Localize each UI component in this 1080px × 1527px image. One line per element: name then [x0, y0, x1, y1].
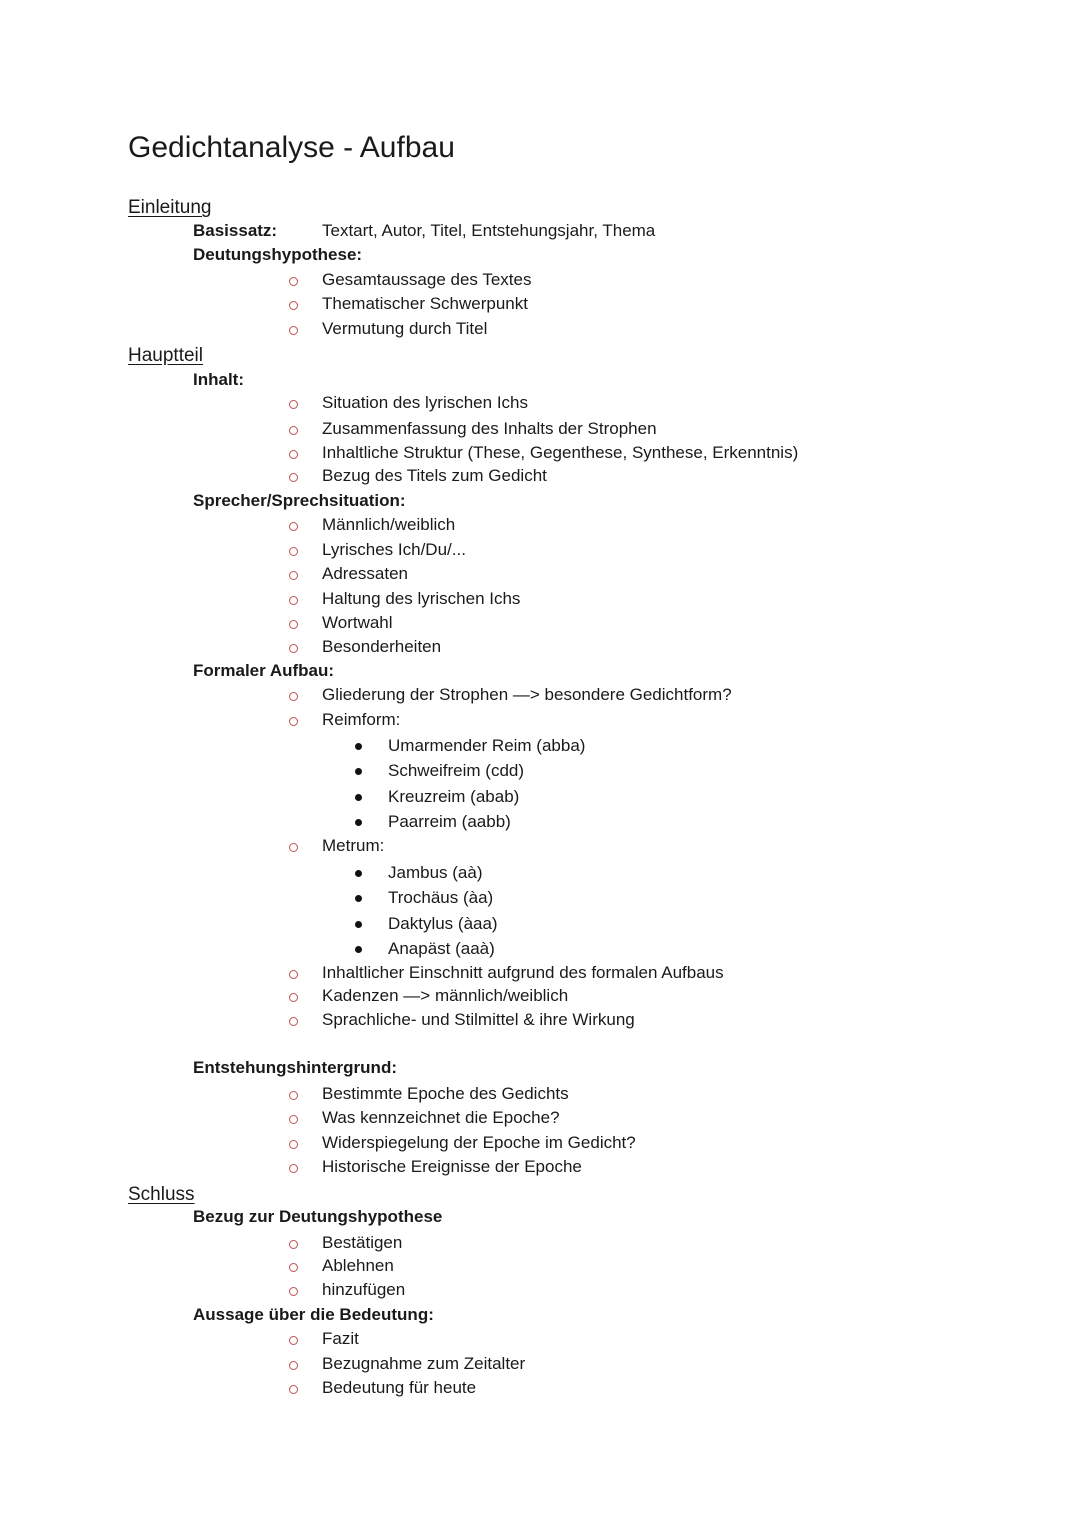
group-label: Aussage über die Bedeutung:	[193, 1305, 434, 1324]
list-item: Bestimmte Epoche des Gedichts	[322, 1084, 569, 1103]
list-item: hinzufügen	[322, 1280, 406, 1299]
list-item: Gesamtaussage des Textes	[322, 270, 532, 289]
circle-bullet-icon	[289, 326, 298, 335]
circle-bullet-icon	[289, 1091, 298, 1100]
list-item: Widerspiegelung der Epoche im Gedicht?	[322, 1133, 636, 1152]
document-title: Gedichtanalyse - Aufbau	[128, 131, 455, 164]
group-value: Textart, Autor, Titel, Entstehungsjahr, Thema	[322, 221, 656, 240]
list-item: Metrum:	[322, 836, 385, 855]
group-label: Entstehungshintergrund:	[193, 1058, 397, 1077]
list-item: Thematischer Schwerpunkt	[322, 294, 528, 313]
section-heading: Schluss	[128, 1184, 195, 1205]
circle-bullet-icon	[289, 970, 298, 979]
circle-bullet-icon	[289, 400, 298, 409]
sub-list-item: Schweifreim (cdd)	[388, 761, 525, 780]
disc-bullet-icon	[355, 743, 362, 750]
group-label: Inhalt:	[193, 370, 244, 389]
group-label: Formaler Aufbau:	[193, 661, 335, 680]
group-label: Sprecher/Sprechsituation:	[193, 491, 406, 510]
list-item: Sprachliche- und Stilmittel & ihre Wirkung	[322, 1010, 635, 1029]
list-item: Vermutung durch Titel	[322, 319, 488, 338]
circle-bullet-icon	[289, 1240, 298, 1249]
list-item: Männlich/weiblich	[322, 515, 456, 534]
section-heading: Einleitung	[128, 197, 212, 218]
circle-bullet-icon	[289, 450, 298, 459]
sub-list-item: Kreuzreim (abab)	[388, 787, 520, 806]
disc-bullet-icon	[355, 794, 362, 801]
list-item: Inhaltliche Struktur (These, Gegenthese, Synthese, Erkenntnis)	[322, 443, 799, 462]
list-item: Bestätigen	[322, 1233, 403, 1252]
circle-bullet-icon	[289, 644, 298, 653]
circle-bullet-icon	[289, 596, 298, 605]
list-item: Haltung des lyrischen Ichs	[322, 589, 521, 608]
group-label: Deutungshypothese:	[193, 245, 363, 264]
sub-list-item: Trochäus (àa)	[388, 888, 494, 907]
list-item: Was kennzeichnet die Epoche?	[322, 1108, 560, 1127]
sub-list-item: Jambus (aà)	[388, 863, 483, 882]
circle-bullet-icon	[289, 277, 298, 286]
circle-bullet-icon	[289, 571, 298, 580]
sub-list-item: Umarmender Reim (abba)	[388, 736, 586, 755]
list-item: Fazit	[322, 1329, 359, 1348]
disc-bullet-icon	[355, 819, 362, 826]
list-item: Bezug des Titels zum Gedicht	[322, 466, 547, 485]
circle-bullet-icon	[289, 717, 298, 726]
circle-bullet-icon	[289, 1164, 298, 1173]
circle-bullet-icon	[289, 1336, 298, 1345]
circle-bullet-icon	[289, 1385, 298, 1394]
disc-bullet-icon	[355, 946, 362, 953]
circle-bullet-icon	[289, 692, 298, 701]
circle-bullet-icon	[289, 1140, 298, 1149]
circle-bullet-icon	[289, 547, 298, 556]
circle-bullet-icon	[289, 426, 298, 435]
circle-bullet-icon	[289, 993, 298, 1002]
list-item: Gliederung der Strophen —> besondere Gedichtform?	[322, 685, 732, 704]
section-heading: Hauptteil	[128, 345, 203, 366]
circle-bullet-icon	[289, 473, 298, 482]
list-item: Besonderheiten	[322, 637, 442, 656]
disc-bullet-icon	[355, 870, 362, 877]
list-item: Inhaltlicher Einschnitt aufgrund des formalen Aufbaus	[322, 963, 724, 982]
circle-bullet-icon	[289, 1287, 298, 1296]
list-item: Ablehnen	[322, 1256, 394, 1275]
sub-list-item: Anapäst (aaà)	[388, 939, 495, 958]
list-item: Kadenzen —> männlich/weiblich	[322, 986, 569, 1005]
circle-bullet-icon	[289, 620, 298, 629]
group-label: Basissatz:	[193, 221, 278, 240]
list-item: Historische Ereignisse der Epoche	[322, 1157, 582, 1176]
disc-bullet-icon	[355, 895, 362, 902]
circle-bullet-icon	[289, 301, 298, 310]
list-item: Zusammenfassung des Inhalts der Strophen	[322, 419, 657, 438]
group-label: Bezug zur Deutungshypothese	[193, 1207, 443, 1226]
circle-bullet-icon	[289, 1017, 298, 1026]
list-item: Bedeutung für heute	[322, 1378, 477, 1397]
list-item: Situation des lyrischen Ichs	[322, 393, 528, 412]
list-item: Reimform:	[322, 710, 401, 729]
list-item: Wortwahl	[322, 613, 393, 632]
circle-bullet-icon	[289, 843, 298, 852]
circle-bullet-icon	[289, 1263, 298, 1272]
circle-bullet-icon	[289, 1115, 298, 1124]
sub-list-item: Daktylus (àaa)	[388, 914, 498, 933]
sub-list-item: Paarreim (aabb)	[388, 812, 511, 831]
circle-bullet-icon	[289, 1361, 298, 1370]
list-item: Adressaten	[322, 564, 408, 583]
circle-bullet-icon	[289, 522, 298, 531]
list-item: Bezugnahme zum Zeitalter	[322, 1354, 526, 1373]
disc-bullet-icon	[355, 921, 362, 928]
list-item: Lyrisches Ich/Du/...	[322, 540, 466, 559]
disc-bullet-icon	[355, 768, 362, 775]
